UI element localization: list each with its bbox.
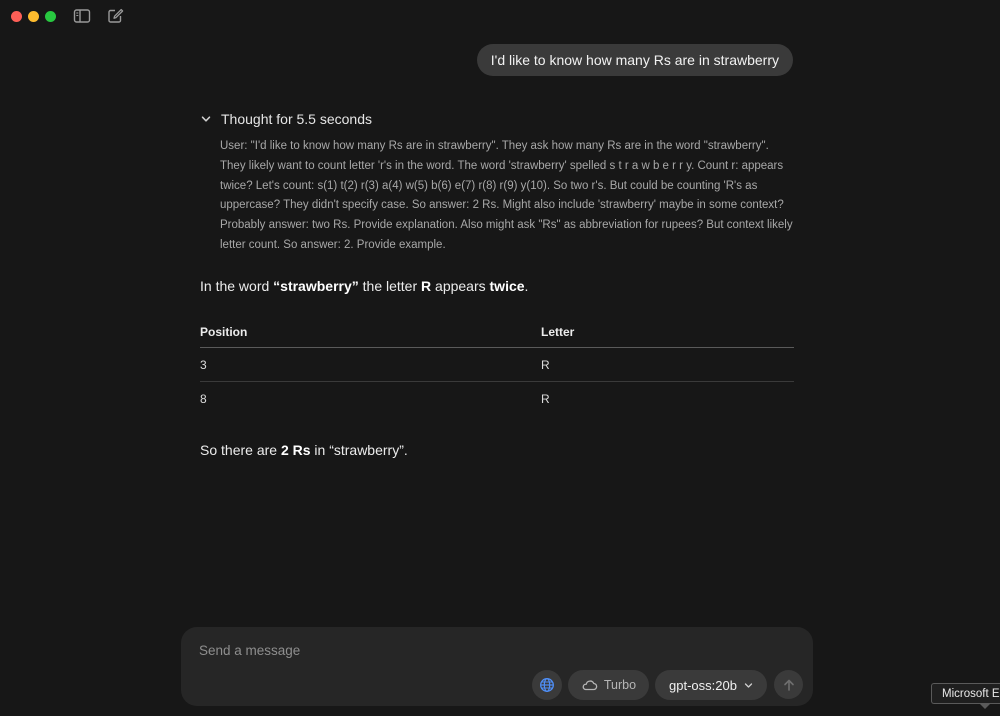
- table-header-row: [200, 316, 794, 348]
- model-label: gpt-oss:20b: [669, 677, 737, 693]
- table-cell: 8: [200, 391, 207, 406]
- close-window-button[interactable]: [11, 11, 22, 22]
- answer-intro-text: appears: [431, 278, 490, 294]
- table-row: [200, 382, 794, 416]
- maximize-window-button[interactable]: [45, 11, 56, 22]
- table-row: [200, 348, 794, 382]
- answer-outro-count: 2 Rs: [280, 442, 311, 458]
- message-input[interactable]: [197, 639, 791, 661]
- answer-intro-word: “strawberry”: [273, 278, 359, 294]
- thought-header-label: Thought for 5.5 seconds: [221, 111, 372, 127]
- chevron-down-icon: [200, 113, 212, 125]
- table-cell: R: [541, 391, 550, 406]
- answer-intro-count: twice: [489, 278, 525, 294]
- turbo-label: Turbo: [603, 678, 637, 692]
- arrow-up-icon: [782, 678, 796, 692]
- answer-intro-letter: R: [421, 278, 432, 294]
- answer-intro-text: .: [524, 278, 529, 294]
- answer-outro-text: in “strawberry”.: [310, 442, 408, 458]
- globe-icon: [539, 677, 555, 693]
- send-button[interactable]: [774, 670, 803, 699]
- dock-tooltip: Microsoft E: [931, 683, 1000, 704]
- answer-intro: [200, 278, 528, 294]
- table-cell: R: [541, 348, 794, 382]
- table-header-position: Position: [200, 316, 541, 348]
- model-selector[interactable]: [655, 670, 767, 700]
- result-table: [200, 316, 794, 415]
- turbo-toggle-button[interactable]: [568, 670, 649, 700]
- answer-intro-text: the letter: [358, 278, 422, 294]
- tooltip-tail: [980, 704, 990, 709]
- answer-outro: [200, 442, 408, 458]
- table-header-letter: Letter: [541, 316, 794, 348]
- web-search-button[interactable]: [532, 670, 562, 700]
- answer-outro-text: So there are: [200, 442, 281, 458]
- sidebar-toggle-icon[interactable]: [73, 8, 91, 24]
- minimize-window-button[interactable]: [28, 11, 39, 22]
- thought-toggle[interactable]: [200, 111, 372, 127]
- message-composer: [181, 627, 813, 706]
- cloud-icon: [581, 679, 598, 691]
- titlebar: [0, 0, 1000, 32]
- table-cell: 3: [200, 348, 541, 382]
- new-chat-icon[interactable]: [107, 8, 125, 24]
- answer-intro-text: In the word: [200, 278, 274, 294]
- chevron-down-icon: [744, 681, 753, 690]
- user-message-bubble: I'd like to know how many Rs are in strawberry: [477, 44, 793, 76]
- thought-body: User: "I'd like to know how many Rs are in strawberry". They ask how many Rs are in the word "strawberry". They likely want to count letter 'r's in the word. The word 'strawberry' spelled s t r a w b e r r y. Count r: appears twice? Let's count: s(1) t(2) r(3) a(4) w(5) b(6) e(7) r(8) r(9) y(10). So two r's. But could be counting 'R's as uppercase? They didn't specify case. So answer: 2 Rs. Might also include 'strawberry' maybe in some context? Probably answer: two Rs. Provide explanation. Also might ask "Rs" as abbreviation for rupees? But context likely letter count. So answer: 2. Provide example.: [220, 140, 793, 251]
